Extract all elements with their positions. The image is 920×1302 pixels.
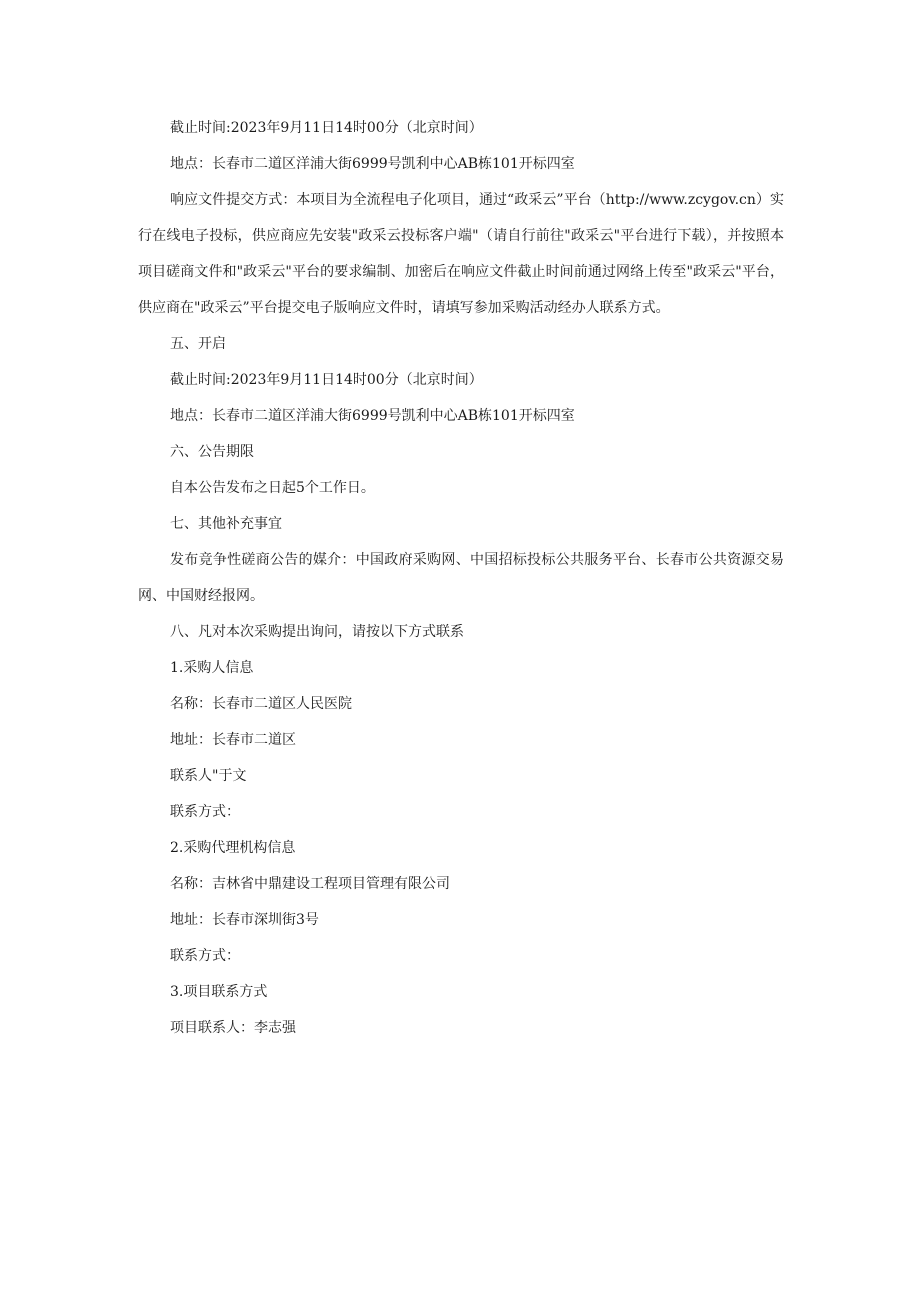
location-line: 地点：长春市二道区洋浦大街6999号凯利中心AB栋101开标四室 (170, 408, 575, 424)
agency-address: 地址：长春市深圳街3号 (170, 912, 319, 928)
purchaser-title: 1.采购人信息 (170, 660, 254, 676)
purchaser-phone: 联系方式： (170, 804, 240, 820)
document-body (138, 110, 784, 1046)
purchaser-contact: 联系人"于文 (170, 768, 247, 784)
deadline-line: 截止时间:2023年9月11日14时00分（北京时间） (170, 120, 483, 136)
section-heading-opening: 五、开启 (170, 336, 226, 352)
location-line: 地点：长春市二道区洋浦大街6999号凯利中心AB栋101开标四室 (170, 156, 575, 172)
deadline-line: 截止时间:2023年9月11日14时00分（北京时间） (170, 372, 483, 388)
purchaser-name: 名称：长春市二道区人民医院 (170, 696, 352, 712)
agency-title: 2.采购代理机构信息 (170, 840, 296, 856)
period-line: 自本公告发布之日起5个工作日。 (170, 480, 375, 496)
agency-name: 名称：吉林省中鼎建设工程项目管理有限公司 (170, 876, 450, 892)
section-heading-contact: 八、凡对本次采购提出询问，请按以下方式联系 (170, 624, 464, 640)
submission-paragraph: 响应文件提交方式：本项目为全流程电子化项目，通过“政采云”平台（http://www.zcygov.cn）实行在线电子投标，供应商应先安装"政采云投标客户端"（请自行前往"政采云"平台进行下载），并按照本项目磋商文件和"政采云"平台的要求编制、加密后在响应文件截止时间前通过网络上传至"政采云"平台，供应商在"政采云”平台提交电子版响应文件时，请填写参加采购活动经办人联系方式。 (138, 192, 784, 316)
purchaser-address: 地址：长春市二道区 (170, 732, 296, 748)
project-contact-title: 3.项目联系方式 (170, 984, 268, 1000)
section-heading-period: 六、公告期限 (170, 444, 254, 460)
project-contact-person: 项目联系人：李志强 (170, 1020, 296, 1036)
agency-phone: 联系方式： (170, 948, 240, 964)
section-heading-other: 七、其他补充事宜 (170, 516, 282, 532)
media-paragraph: 发布竞争性磋商公告的媒介：中国政府采购网、中国招标投标公共服务平台、长春市公共资源交易网、中国财经报网。 (138, 552, 784, 604)
